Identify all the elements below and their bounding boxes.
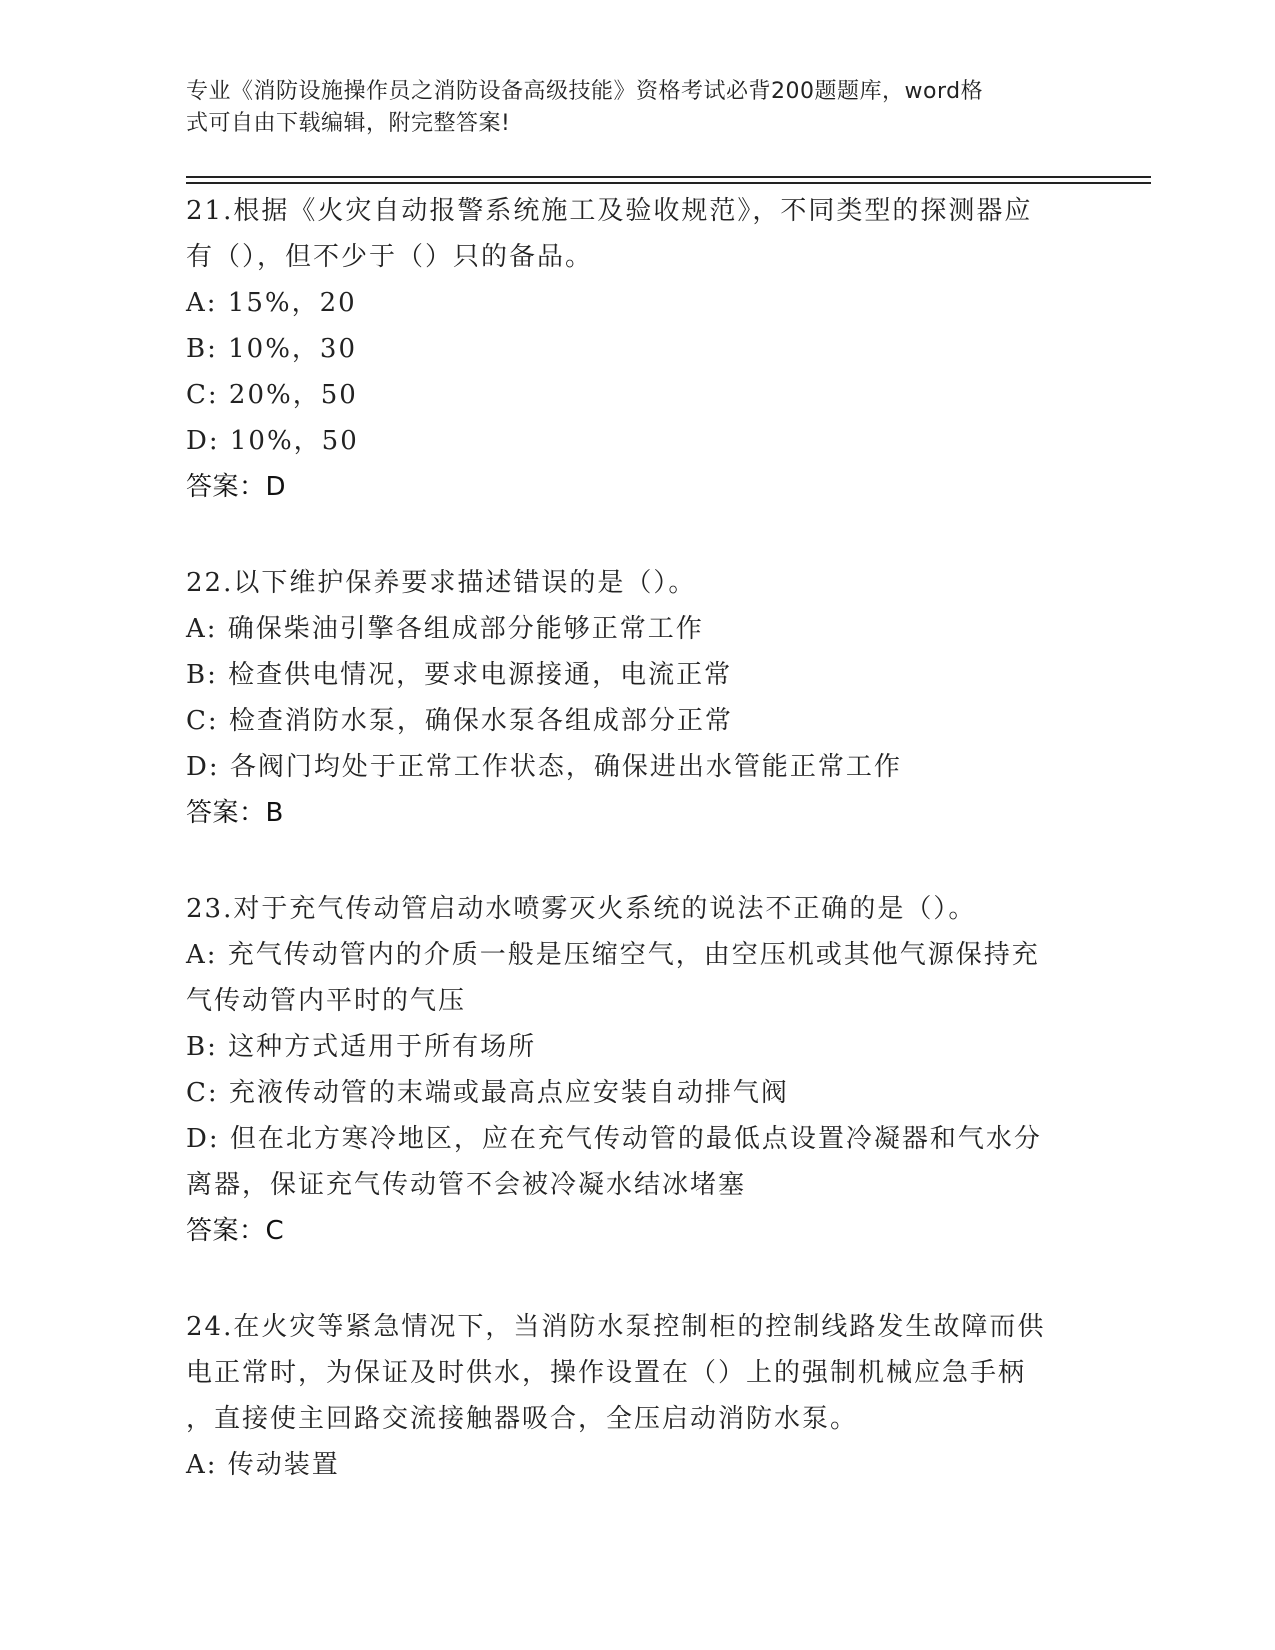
header-divider-bottom [186,182,1151,184]
question-list [186,188,1066,1538]
question-text-line: 21.根据《火灾自动报警系统施工及验收规范》，不同类型的探测器应 [186,196,1033,226]
option-a-continued: 气传动管内平时的气压 [186,986,467,1016]
document-header [186,76,1066,140]
question-text-line: 23.对于充气传动管启动水喷雾灭火系统的说法不正确的是（）。 [186,894,977,924]
question-text-line: 24.在火灾等紧急情况下，当消防水泵控制柜的控制线路发生故障而供 [186,1312,1046,1342]
question-text-line: 有（），但不少于（）只的备品。 [186,242,594,272]
option-d: D: 但在北方寒冷地区，应在充气传动管的最低点设置冷凝器和气水分 [186,1124,1042,1154]
question-22 [186,560,1066,836]
option-c: C: 20%，50 [186,380,358,410]
header-divider-top [186,176,1151,178]
header-line-2: 式可自由下载编辑，附完整答案! [186,111,511,136]
question-text-line: 22.以下维护保养要求描述错误的是（）。 [186,568,697,598]
question-24 [186,1304,1066,1488]
option-b: B: 10%，30 [186,334,358,364]
option-b: B: 这种方式适用于所有场所 [186,1032,537,1062]
question-21 [186,188,1066,510]
header-line-1: 专业《消防设施操作员之消防设备高级技能》资格考试必背200题题库，word格 [186,79,984,104]
option-d: D: 各阀门均处于正常工作状态，确保进出水管能正常工作 [186,752,902,782]
question-23 [186,886,1066,1254]
option-c: C: 充液传动管的末端或最高点应安装自动排气阀 [186,1078,789,1108]
option-a: A: 15%，20 [186,288,357,318]
option-a: A: 充气传动管内的介质一般是压缩空气，由空压机或其他气源保持充 [186,940,1040,970]
option-d-continued: 离器，保证充气传动管不会被冷凝水结冰堵塞 [186,1170,747,1200]
question-text-line: 电正常时，为保证及时供水，操作设置在（）上的强制机械应急手柄 [186,1358,1027,1388]
option-a: A: 传动装置 [186,1450,340,1480]
answer-label: 答案：B [186,798,284,828]
question-text-line: ，直接使主回路交流接触器吸合，全压启动消防水泵。 [186,1404,859,1434]
option-c: C: 检查消防水泵，确保水泵各组成部分正常 [186,706,733,736]
option-a: A: 确保柴油引擎各组成部分能够正常工作 [186,614,704,644]
answer-label: 答案：D [186,472,287,502]
answer-label: 答案：C [186,1216,285,1246]
option-b: B: 检查供电情况，要求电源接通，电流正常 [186,660,733,690]
option-d: D: 10%，50 [186,426,359,456]
